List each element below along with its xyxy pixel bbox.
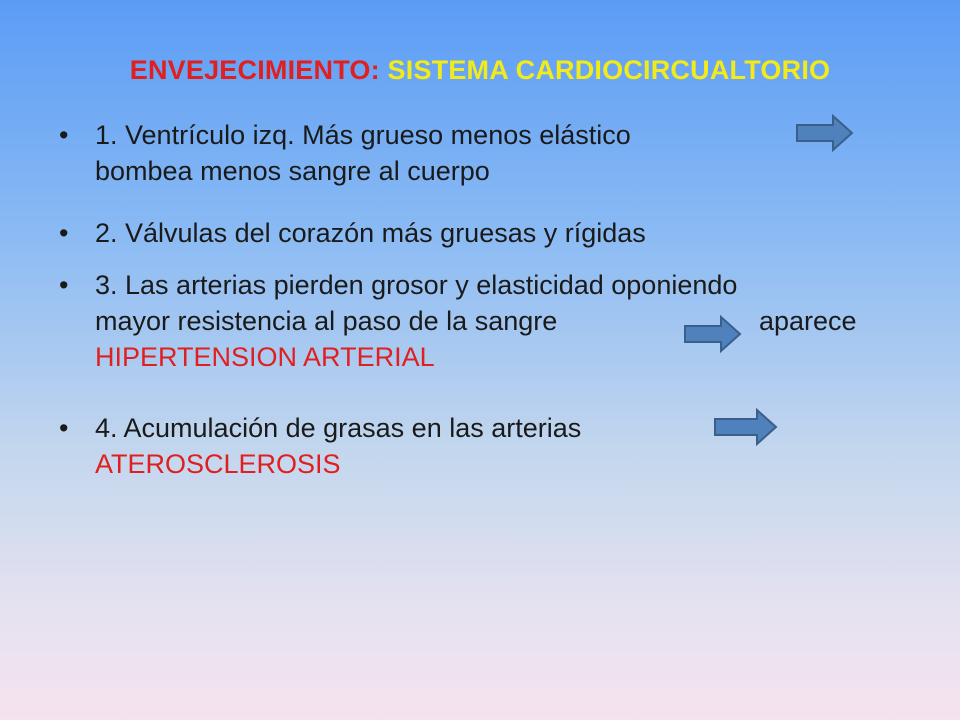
bullet-3-line-1: • 3. Las arterias pierden grosor y elasticidad oponiendo <box>95 270 738 300</box>
bullet-4-line-1: • 4. Acumulación de grasas en las arterias <box>95 413 582 443</box>
bullet-3-line-3: HIPERTENSION ARTERIAL <box>95 342 435 372</box>
bullet-item-4 <box>95 410 915 482</box>
bullet-4-line-2: ATEROSCLEROSIS <box>95 449 341 479</box>
bullet-1-line-2: bombea menos sangre al cuerpo <box>95 156 490 186</box>
right-arrow-icon <box>713 408 779 446</box>
bullet-2-line-1: • 2. Válvulas del corazón más gruesas y rígidas <box>95 218 646 248</box>
title-part-1: ENVEJECIMIENTO: <box>129 55 380 85</box>
bullet-1-line-1: • 1. Ventrículo izq. Más grueso menos elástico <box>95 120 631 150</box>
right-arrow-icon <box>683 315 743 353</box>
bullet-item-3 <box>95 267 915 375</box>
slide-title <box>0 55 960 86</box>
bullet-item-1 <box>95 117 915 189</box>
bullet-3-line-2-text-b: aparece <box>759 306 857 336</box>
bullet-3-line-2 <box>95 303 915 339</box>
bullet-item-2 <box>95 215 915 251</box>
bullet-3-line-2-text-a: mayor resistencia al paso de la sangre <box>95 306 558 336</box>
title-part-2: SISTEMA CARDIOCIRCUALTORIO <box>387 55 831 85</box>
right-arrow-icon <box>795 114 855 152</box>
